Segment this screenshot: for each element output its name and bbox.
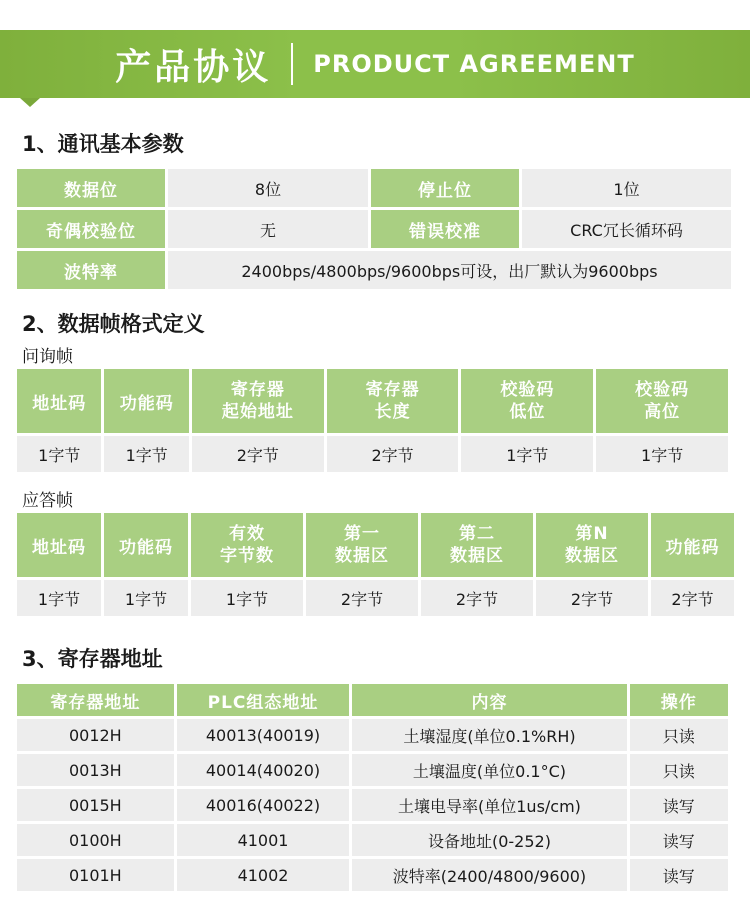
section1-heading: 1、通讯基本参数: [22, 132, 184, 156]
response-header-dataN: 第N 数据区: [536, 513, 648, 577]
table-cell: 1字节: [104, 436, 188, 472]
table-cell: 土壤湿度(单位0.1%RH): [352, 719, 626, 751]
header-content: 内容: [352, 684, 626, 716]
query-header-function: 功能码: [104, 369, 188, 433]
table-header-row: [17, 513, 734, 577]
banner-notch: [20, 98, 40, 107]
table-row: [17, 859, 728, 891]
query-frame-table: [14, 366, 731, 475]
response-frame-title: 应答帧: [22, 491, 73, 511]
banner-title-en: PRODUCT AGREEMENT: [313, 50, 635, 78]
header-register-address: 寄存器地址: [17, 684, 174, 716]
table-row: [17, 436, 728, 472]
query-frame-title: 问询帧: [22, 347, 73, 367]
table-cell: 40016(40022): [177, 789, 350, 821]
table-header-row: [17, 684, 728, 716]
table-row: [17, 754, 728, 786]
stop-bits-label: 停止位: [371, 169, 519, 207]
response-header-byte-count: 有效 字节数: [191, 513, 303, 577]
error-check-value: CRC冗长循环码: [522, 210, 731, 248]
parity-label: 奇偶校验位: [17, 210, 165, 248]
table-cell: 波特率(2400/4800/9600): [352, 859, 626, 891]
table-cell: 0012H: [17, 719, 174, 751]
table-cell: 土壤电导率(单位1us/cm): [352, 789, 626, 821]
table-header-row: [17, 369, 728, 433]
table-cell: 读写: [630, 859, 728, 891]
table-row: [17, 824, 728, 856]
table-cell: 只读: [630, 754, 728, 786]
table-cell: 40014(40020): [177, 754, 350, 786]
table-row: [17, 789, 728, 821]
table-cell: 1字节: [17, 436, 101, 472]
table-cell: 读写: [630, 824, 728, 856]
table-cell: 1字节: [17, 580, 101, 616]
table-cell: 2字节: [327, 436, 459, 472]
table-cell: 0015H: [17, 789, 174, 821]
table-row: [17, 719, 728, 751]
query-header-reg-start: 寄存器 起始地址: [192, 369, 324, 433]
section3-heading: 3、寄存器地址: [22, 647, 163, 671]
stop-bits-value: 1位: [522, 169, 731, 207]
banner-divider: [291, 43, 293, 85]
table-row: [17, 210, 731, 248]
table-cell: 设备地址(0-252): [352, 824, 626, 856]
table-cell: 2字节: [421, 580, 533, 616]
query-header-crc-high: 校验码 高位: [596, 369, 728, 433]
query-header-address: 地址码: [17, 369, 101, 433]
table-row: [17, 580, 734, 616]
data-bits-value: 8位: [168, 169, 368, 207]
response-header-data1: 第一 数据区: [306, 513, 418, 577]
parity-value: 无: [168, 210, 368, 248]
query-header-reg-length: 寄存器 长度: [327, 369, 459, 433]
table-cell: 41001: [177, 824, 350, 856]
table-cell: 读写: [630, 789, 728, 821]
table-cell: 0100H: [17, 824, 174, 856]
header-plc-address: PLC组态地址: [177, 684, 350, 716]
table-cell: 41002: [177, 859, 350, 891]
error-check-label: 错误校准: [371, 210, 519, 248]
query-header-crc-low: 校验码 低位: [461, 369, 593, 433]
register-address-table: [14, 681, 731, 894]
data-bits-label: 数据位: [17, 169, 165, 207]
table-cell: 只读: [630, 719, 728, 751]
table-cell: 1字节: [596, 436, 728, 472]
baud-rate-value: 2400bps/4800bps/9600bps可设，出厂默认为9600bps: [168, 251, 731, 289]
table-cell: 土壤温度(单位0.1°C): [352, 754, 626, 786]
table-cell: 40013(40019): [177, 719, 350, 751]
table-cell: 1字节: [104, 580, 188, 616]
table-cell: 1字节: [191, 580, 303, 616]
table-row: [17, 251, 731, 289]
table-cell: 0101H: [17, 859, 174, 891]
table-cell: 2字节: [192, 436, 324, 472]
table-cell: 2字节: [306, 580, 418, 616]
response-header-data2: 第二 数据区: [421, 513, 533, 577]
section-banner: [0, 30, 750, 98]
table-cell: 1字节: [461, 436, 593, 472]
response-header-function-last: 功能码: [651, 513, 734, 577]
table-cell: 0013H: [17, 754, 174, 786]
baud-rate-label: 波特率: [17, 251, 165, 289]
response-header-function: 功能码: [104, 513, 188, 577]
response-frame-table: [14, 510, 737, 619]
table-cell: 2字节: [651, 580, 734, 616]
banner-title-cn: 产品协议: [115, 46, 272, 88]
comm-params-table: [14, 166, 734, 292]
header-operation: 操作: [630, 684, 728, 716]
table-cell: 2字节: [536, 580, 648, 616]
section2-heading: 2、数据帧格式定义: [22, 312, 205, 336]
table-row: [17, 169, 731, 207]
response-header-address: 地址码: [17, 513, 101, 577]
